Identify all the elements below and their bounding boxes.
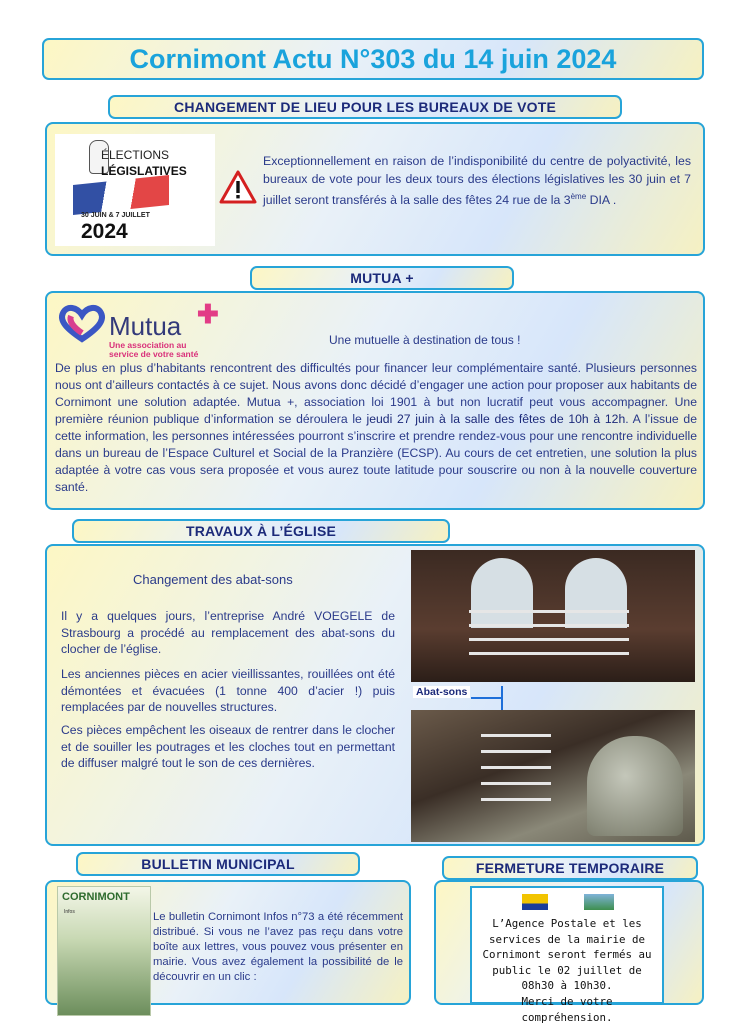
cornimont-logo [584,894,614,910]
elections-text-main: Exceptionnellement en raison de l’indisponibilité du centre de polyactivité, les bureaux de vote pour les deux tours des élections législatives les 30 juin et 7 juillet seront transférés à la salle des fêtes 24 rue de la 3 [263,154,691,208]
louver-slat [481,766,551,769]
mutua-tag-line1: Une association au [109,340,187,350]
fermeture-text-main: L’Agence Postale et les services de la mairie de Cornimont seront fermés au public le 02 juillet de 08h30 à 10h30. [482,917,652,993]
mutua-plus-icon: ✚ [197,299,219,329]
mutua-logo [55,299,225,357]
belfry-photo-top [411,550,695,682]
bulletin-cover-image[interactable] [57,886,151,1016]
fermeture-heading: FERMETURE TEMPORAIRE [475,860,665,876]
mutua-meeting-date: jeudi 27 juin à la salle des fêtes de 10h à 12h [366,412,626,426]
louver-slat [481,750,551,753]
louver-slat [481,734,551,737]
elections-text-end: DIA . [586,193,617,208]
eglise-paragraph-1: Il y a quelques jours, l’entreprise André VOEGELE de Strasbourg a procédé au remplacement des abat-sons du clocher de l’église. [61,609,395,656]
bulletin-panel [45,880,411,1005]
newsletter-title: Cornimont Actu N°303 du 14 juin 2024 [129,43,617,74]
mutua-logo-tagline [109,341,198,359]
fermeture-panel [434,880,704,1024]
newsletter-title-bar [42,38,704,80]
mutua-text-c: . A l’issue de cette information, les personnes intéressées pourront s’inscrire et prendre rendez-vous pour une rencontre individuelle dans un bureau de l’Espace Culturel et Social de la Pranzière (ECSP). Au cours de cet entretien, une solution la plus adaptée à votre cas vous sera proposée et vous aurez toute latitude pour souscrire ou non à la nouvelle couverture santé. [55,412,697,494]
eglise-heading: TRAVAUX À L’ÉGLISE [185,523,337,539]
fermeture-heading-bar [442,856,698,880]
louver-slat [469,624,629,627]
elections-text-sup: ème [570,192,587,201]
elections-text [263,152,691,209]
eglise-paragraph-2: Les anciennes pièces en acier vieillissantes, rouillées ont été démontées et évacuées (1 tonne 400 d’acier !) puis remplacées par de nouvelles structures. [61,667,395,714]
fermeture-thanks: Merci de votre compréhension. [521,994,613,1024]
bulletin-heading-bar [76,852,360,876]
logo-dates: 30 JUIN & 7 JUILLET [81,212,150,219]
louver-slat [469,652,629,655]
bulletin-text: Le bulletin Cornimont Infos n°73 a été récemment distribué. Si vous ne l’avez pas reçu dans votre boîte aux lettres, vous pouvez vous présenter en mairie. Vous avez également la possibilité de le découvrir en un clic : [153,911,403,983]
mutua-text [55,360,697,496]
church-bell [587,736,683,836]
logo-line-legislatives: LÉGISLATIVES [101,164,187,178]
eglise-paragraph-3: Ces pièces empêchent les oiseaux de rentrer dans le clocher et de souiller les poutrages et les cloches tout en permettant de diffuser malgré tout le son de ces dernières. [61,723,395,770]
fermeture-notice [470,886,664,1024]
mutua-heading: MUTUA + [350,270,414,286]
logo-year: 2024 [81,220,128,243]
warning-icon [219,170,257,204]
bulletin-cover-title: CORNIMONT [62,891,130,903]
mutua-tag-line2: service de votre santé [109,349,199,359]
elections-panel [45,122,705,256]
mutua-logo-name: Mutua [109,311,182,341]
louver-slat [469,638,629,641]
label-pointer-line [471,697,501,699]
bulletin-heading: BULLETIN MUNICIPAL [141,856,295,872]
elections-heading: CHANGEMENT DE LIEU POUR LES BUREAUX DE VOTE [174,99,556,115]
mutua-heading-bar [250,266,514,290]
mutua-subtitle: Une mutuelle à destination de tous ! [329,333,521,347]
elections-heading-bar [108,95,622,119]
belfry-window [471,558,533,628]
louver-slat [481,782,551,785]
eglise-panel [45,544,705,846]
eglise-subtitle: Changement des abat-sons [133,572,293,587]
louver-slat [481,798,551,801]
elections-logo [55,134,215,246]
mutua-panel [45,291,705,510]
mutua-text-a: De plus en plus d’habitants rencontrent des difficultés pour financer leur complémentaire santé. Plusieurs personnes nous ont d’ailleurs contactés à ce sujet. Nous avons donc décidé d’engager une action pour proposer aux habitants de Cornimont une solution adaptée. Mutua +, association loi 1901 à but non lucratif peut vous accompagner. Une première réunion publique d’information se déroulera le [55,361,697,426]
mutua-heart-icon [57,303,107,343]
la-poste-logo [522,894,548,910]
bulletin-cover-subtitle: Infos [64,909,75,915]
eglise-heading-bar [72,519,450,543]
louver-slat [469,610,629,613]
belfry-photo-bell [411,710,695,842]
logo-line-elections: ÉLECTIONS [101,148,170,162]
fermeture-text [476,916,658,1025]
abat-sons-label: Abat-sons [413,686,470,698]
french-flag-icon [73,175,169,215]
belfry-window [565,558,627,628]
